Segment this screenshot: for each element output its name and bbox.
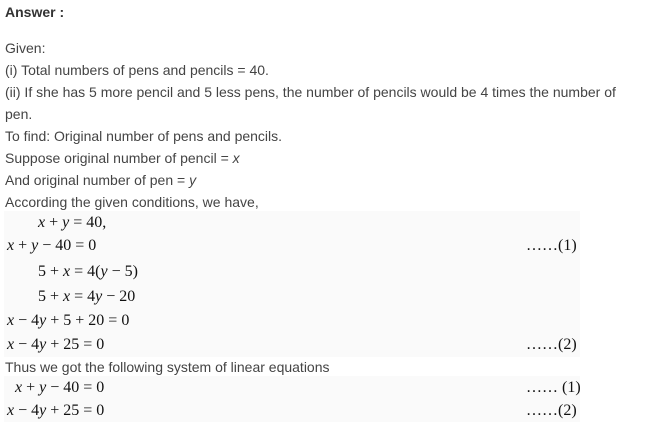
equation-line: x − 4y + 25 = 0	[7, 336, 105, 353]
system-equation: x − 4y + 25 = 0	[7, 402, 105, 419]
system-intro: Thus we got the following system of linear equations	[5, 359, 330, 375]
conditions-intro: According the given conditions, we have,	[5, 194, 259, 210]
suppose-pen-line	[5, 172, 196, 188]
given-label: Given:	[5, 40, 46, 56]
suppose-pencil-text: Suppose original number of pencil =	[5, 150, 233, 166]
to-find-line: To find: Original number of pens and pencils.	[5, 128, 283, 144]
given-condition-2: (ii) If she has 5 more pencil and 5 less pens, the number of pencils would be 4 times the number of	[5, 84, 616, 100]
equation-line: x + y − 40 = 0	[7, 237, 97, 254]
answer-heading: Answer :	[5, 4, 65, 20]
equation-line: 5 + x = 4y − 20	[38, 288, 136, 305]
given-condition-1: (i) Total numbers of pens and pencils = 40.	[5, 62, 269, 78]
equation-line: 5 + x = 4(y − 5)	[38, 263, 138, 280]
system-equation-ref: …… (1)	[526, 379, 581, 396]
pen-variable: y	[189, 172, 197, 188]
suppose-pen-text: And original number of pen =	[5, 172, 190, 188]
given-condition-2-continued: pen.	[5, 106, 33, 122]
equation-line: x + y = 40,	[38, 214, 107, 231]
system-equation: x + y − 40 = 0	[15, 379, 105, 396]
system-equation-ref: ……(2)	[526, 402, 577, 419]
pencil-variable: x	[232, 150, 240, 166]
suppose-pencil-line	[5, 150, 240, 166]
equation-ref: ……(2)	[526, 336, 577, 353]
equation-line: x − 4y + 5 + 20 = 0	[7, 312, 130, 329]
equation-ref: ……(1)	[526, 237, 577, 254]
